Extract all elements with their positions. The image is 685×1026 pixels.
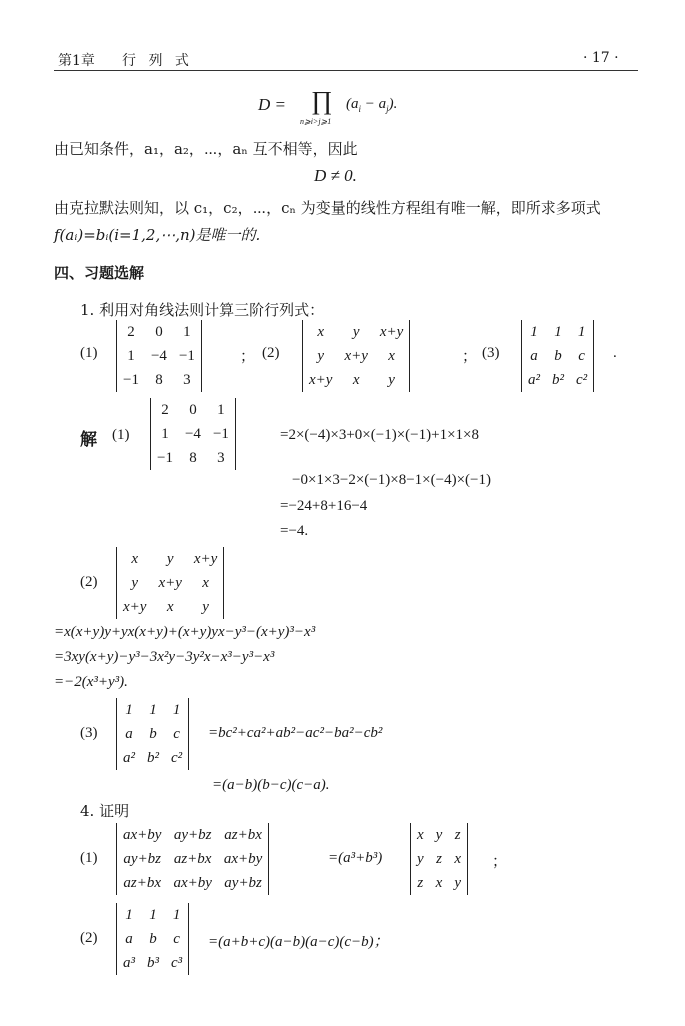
matrix-cell: 1 [217, 402, 225, 418]
matrix-cell: 8 [189, 450, 197, 466]
matrix-cell: x [454, 851, 462, 867]
sol2-line2: =3xy(x+y)−y³−3x²y−3y²x−x³−y³−x³ [54, 649, 275, 665]
matrix-cell: y [352, 324, 360, 340]
ex1-label-3: (3) [482, 345, 500, 361]
paragraph-cramer-line2: f(aᵢ)=bᵢ(i=1,2,⋯,n)是唯一的. [54, 226, 261, 244]
sol-label-3: (3) [80, 725, 98, 741]
paragraph-condition: 由已知条件，a₁，a₂，⋯，aₙ 互不相等，因此 [54, 140, 358, 158]
exercise-1-title: 1. 利用对角线法则计算三阶行列式： [80, 301, 325, 319]
matrix-cell: −1 [212, 426, 229, 442]
matrix-cell: y [388, 372, 395, 388]
matrix-cell: x [352, 372, 360, 388]
sol3-line2: =(a−b)(b−c)(c−a). [212, 777, 330, 793]
matrix-cell: y [317, 348, 325, 364]
section-title: 四、习题选解 [54, 264, 145, 282]
matrix-cell: −1 [178, 348, 195, 364]
matrix-cell: 1 [530, 324, 538, 340]
ex4-label-1: (1) [80, 850, 98, 866]
formula-d-lhs: D = [258, 95, 286, 114]
matrix-cell: 0 [155, 324, 163, 340]
sol3-determinant [116, 698, 189, 770]
matrix-cell: c² [171, 750, 183, 766]
matrix-cell: 3 [183, 372, 191, 388]
matrix-cell: y [202, 599, 209, 615]
matrix-cell: −1 [157, 450, 173, 466]
ex4-determinant-1b [410, 823, 468, 895]
matrix-cell: ay+bz [173, 827, 212, 843]
matrix-cell: 1 [125, 702, 133, 718]
matrix-cell: ax+by [123, 827, 162, 843]
matrix-cell: x+y [193, 551, 218, 567]
chapter-label: 第1章 [58, 53, 95, 69]
matrix-cell: b² [147, 750, 159, 766]
matrix-cell: 1 [149, 907, 157, 923]
matrix-cell: x [166, 599, 174, 615]
matrix-cell: 1 [183, 324, 191, 340]
matrix-cell: z [454, 827, 461, 843]
matrix-cell: c [173, 726, 180, 742]
matrix-cell: x+y [158, 575, 182, 591]
matrix-cell: 1 [125, 907, 133, 923]
ex1-determinant-2 [302, 320, 410, 392]
matrix-cell: a³ [123, 955, 135, 971]
matrix-cell: b [149, 726, 157, 742]
sol-label-2: (2) [80, 574, 98, 590]
matrix-cell: y [435, 827, 443, 843]
page-number: · 17 · [583, 50, 619, 66]
product-subscript: n⩾i>j⩾1 [300, 117, 332, 126]
matrix-cell: az+bx [173, 851, 212, 867]
ex1-sep-2: ； [462, 349, 478, 365]
sol2-determinant [116, 547, 224, 619]
ex1-sep-1: ； [240, 349, 256, 365]
matrix-cell: c² [576, 372, 588, 388]
matrix-cell: 1 [554, 324, 562, 340]
matrix-cell: 1 [172, 907, 181, 923]
matrix-cell: 1 [127, 348, 135, 364]
sol2-line1: =x(x+y)y+yx(x+y)+(x+y)yx−y³−(x+y)³−x³ [54, 624, 316, 640]
matrix-cell: x+y [123, 599, 147, 615]
matrix-cell: x [388, 348, 395, 364]
sol2-line3: =−2(x³+y³). [54, 674, 128, 690]
matrix-cell: a² [528, 372, 540, 388]
matrix-cell: x+y [379, 324, 404, 340]
matrix-cell: x+y [309, 372, 333, 388]
matrix-cell: y [454, 875, 462, 891]
matrix-cell: b³ [147, 955, 159, 971]
ex1-label-1: (1) [80, 345, 98, 361]
matrix-cell: 1 [172, 702, 181, 718]
matrix-cell: 0 [189, 402, 197, 418]
matrix-cell: −1 [123, 372, 139, 388]
sol1-determinant [150, 398, 236, 470]
matrix-cell: z [417, 875, 424, 891]
ex4-determinant-1 [116, 823, 269, 895]
ex1-label-2: (2) [262, 345, 280, 361]
matrix-cell: c³ [171, 955, 183, 971]
matrix-cell: y [131, 575, 139, 591]
matrix-cell: c [173, 931, 180, 947]
matrix-cell: az+bx [224, 827, 262, 843]
matrix-cell: −4 [184, 426, 201, 442]
matrix-cell: ay+bz [224, 875, 262, 891]
matrix-cell: −4 [150, 348, 167, 364]
formula-d-nonzero: D ≠ 0. [314, 166, 357, 185]
matrix-cell: b [149, 931, 157, 947]
sol-label-1: (1) [112, 427, 130, 443]
matrix-cell: x [317, 324, 325, 340]
matrix-cell: z [436, 851, 442, 867]
matrix-cell: 1 [577, 324, 586, 340]
product-symbol: ∏ [311, 86, 333, 115]
matrix-cell: ax+by [173, 875, 212, 891]
matrix-cell: b [554, 348, 562, 364]
matrix-cell: 1 [149, 702, 157, 718]
matrix-cell: ay+bz [123, 851, 162, 867]
matrix-cell: y [417, 851, 424, 867]
sol1-line4: =−4. [280, 523, 309, 539]
product-body: $(a_i - a_j)$. [346, 96, 398, 114]
sol3-line1: =bc²+ca²+ab²−ac²−ba²−cb² [208, 725, 383, 741]
matrix-cell: c [578, 348, 585, 364]
matrix-cell: 1 [161, 426, 169, 442]
matrix-cell: 3 [217, 450, 225, 466]
matrix-cell: 2 [127, 324, 135, 340]
matrix-cell: 2 [161, 402, 169, 418]
exercise-4-title: 4. 证明 [80, 802, 130, 820]
matrix-cell: a [125, 726, 133, 742]
paragraph-cramer-line1: 由克拉默法则知，以 c₁，c₂，⋯，cₙ 为变量的线性方程组有唯一解，即所求多项式 [54, 199, 601, 217]
matrix-cell: x [435, 875, 443, 891]
matrix-cell: a [530, 348, 538, 364]
ex4-factor: =(a³+b³) [328, 850, 383, 866]
sol1-line1: =2×(−4)×3+0×(−1)×(−1)+1×1×8 [280, 427, 479, 443]
sol1-line3: =−24+8+16−4 [280, 498, 368, 514]
matrix-cell: ax+by [223, 851, 263, 867]
matrix-cell: 8 [155, 372, 163, 388]
matrix-cell: a [125, 931, 133, 947]
matrix-cell: az+bx [123, 875, 162, 891]
matrix-cell: x [131, 551, 139, 567]
matrix-cell: b² [552, 372, 564, 388]
matrix-cell: x [417, 827, 424, 843]
ex4-determinant-2 [116, 903, 189, 975]
matrix-cell: y [166, 551, 174, 567]
ex1-end: . [613, 345, 617, 361]
sol1-line2: −0×1×3−2×(−1)×8−1×(−4)×(−1) [292, 472, 491, 488]
ex4-rhs-2: =(a+b+c)(a−b)(a−c)(c−b)； [208, 934, 389, 950]
ex1-determinant-1 [116, 320, 202, 392]
matrix-cell: x [202, 575, 209, 591]
ex4-end-1: ； [492, 854, 508, 870]
ex1-determinant-3 [521, 320, 594, 392]
matrix-cell: x+y [344, 348, 368, 364]
header-rule [54, 70, 638, 71]
ex4-label-2: (2) [80, 930, 98, 946]
matrix-cell: a² [123, 750, 135, 766]
solution-label: 解 [80, 430, 97, 450]
chapter-title: 行 列 式 [122, 53, 193, 69]
